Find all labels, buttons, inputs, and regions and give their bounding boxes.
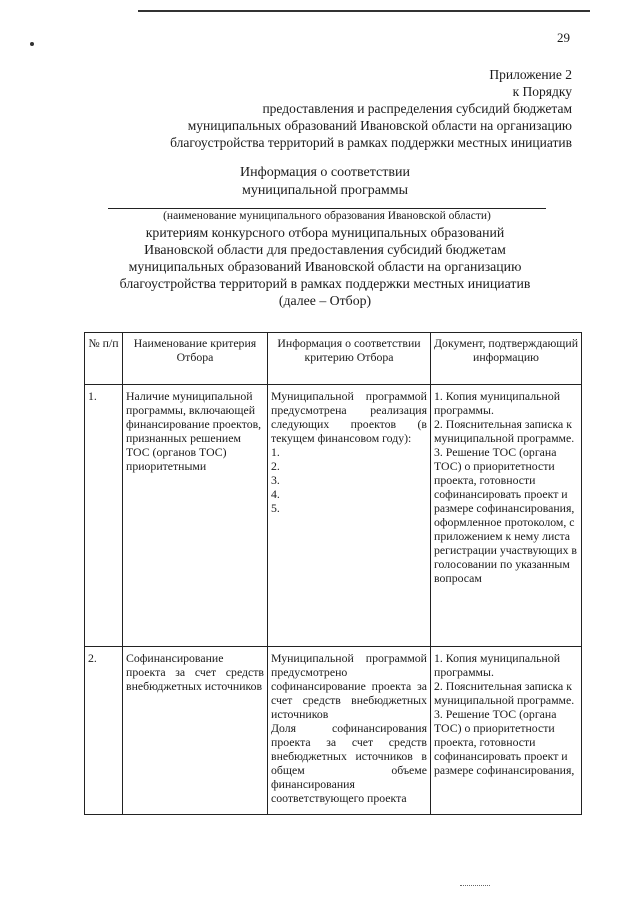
scan-artifact [460,885,490,888]
criteria-line-3: муниципальных образований Ивановской области на организацию [128,259,522,274]
title-line-1: Информация о соответствии [240,165,410,180]
appendix-line-1: Приложение 2 [489,67,572,82]
row-info-text: Муниципальной программой предусмотрено софинансирование проекта за счет средств внебюджетных источников [271,651,427,721]
title-line-2: муниципальной программы [241,183,409,198]
appendix-line-5: благоустройства территорий в рамках поддержки местных инициатив [170,135,572,150]
header-info: Информация о соответствии критерию Отбора [268,333,431,385]
header-document: Документ, подтверждающий информацию [431,333,582,385]
header-criterion: Наименование критерия Отбора [123,333,268,385]
header-num: № п/п [85,333,123,385]
appendix-line-4: муниципальных образований Ивановской области на организацию [187,118,572,133]
document-item: 1. Копия муниципальной программы. [434,389,561,417]
row-documents [431,647,582,815]
document-item: 3. Решение ТОС (органа ТОС) о приоритетности проекта, готовности софинансировать проект и размере софинансирования, оформленное протоколом, с приложением к нему листа регистрации участвующих в голосовании по указанным вопросам [434,445,577,585]
document-item: 1. Копия муниципальной программы. [434,651,561,679]
table-row [85,385,582,647]
municipality-name-blank [108,208,546,209]
info-list-item: 3. [271,473,280,487]
info-list-item: 1. [271,445,280,459]
criteria-line-2: Ивановской области для предоставления субсидий бюджетам [144,242,506,257]
appendix-line-2: к Порядку [512,84,572,99]
row-num: 1. [85,385,123,647]
row-info [268,647,431,815]
top-rule [138,10,590,12]
row-info-extra: Доля софинансирования проекта за счет средств внебюджетных источников в общем объеме финансирования соответствующего проекта [271,721,427,805]
row-num: 2. [85,647,123,815]
appendix-line-3: предоставления и распределения субсидий бюджетам [262,101,572,116]
page-number: 29 [557,30,570,45]
criteria-line-4: благоустройства территорий в рамках поддержки местных инициатив [119,276,531,291]
document-item: 2. Пояснительная записка к муниципальной программе. [434,417,575,445]
row-documents [431,385,582,647]
table-header-row [85,333,582,385]
row-criterion: Софинансирование проекта за счет средств внебюджетных источников [123,647,268,815]
document-item: 2. Пояснительная записка к муниципальной программе. [434,679,575,707]
document-item: 3. Решение ТОС (органа ТОС) о приоритетности проекта, готовности софинансировать проект и размере софинансирования, [434,707,575,777]
row-criterion: Наличие муниципальной программы, включающей финансирование проектов, признанных решением ТОС (органов ТОС) приоритетными [123,385,268,647]
row-info-text: Муниципальной программой предусмотрена реализация следующих проектов (в текущем финансовом году): [271,389,427,445]
scan-speck [30,42,34,46]
municipality-caption: (наименование муниципального образования Ивановской области) [163,210,491,222]
criteria-line-1: критериям конкурсного отбора муниципальных образований [145,225,505,240]
table-row [85,647,582,815]
row-info [268,385,431,647]
info-list-item: 2. [271,459,280,473]
info-list-item: 5. [271,501,280,515]
criteria-table [84,332,582,815]
criteria-paragraph [90,224,560,309]
info-list-item: 4. [271,487,280,501]
criteria-line-5: (далее – Отбор) [278,293,372,308]
